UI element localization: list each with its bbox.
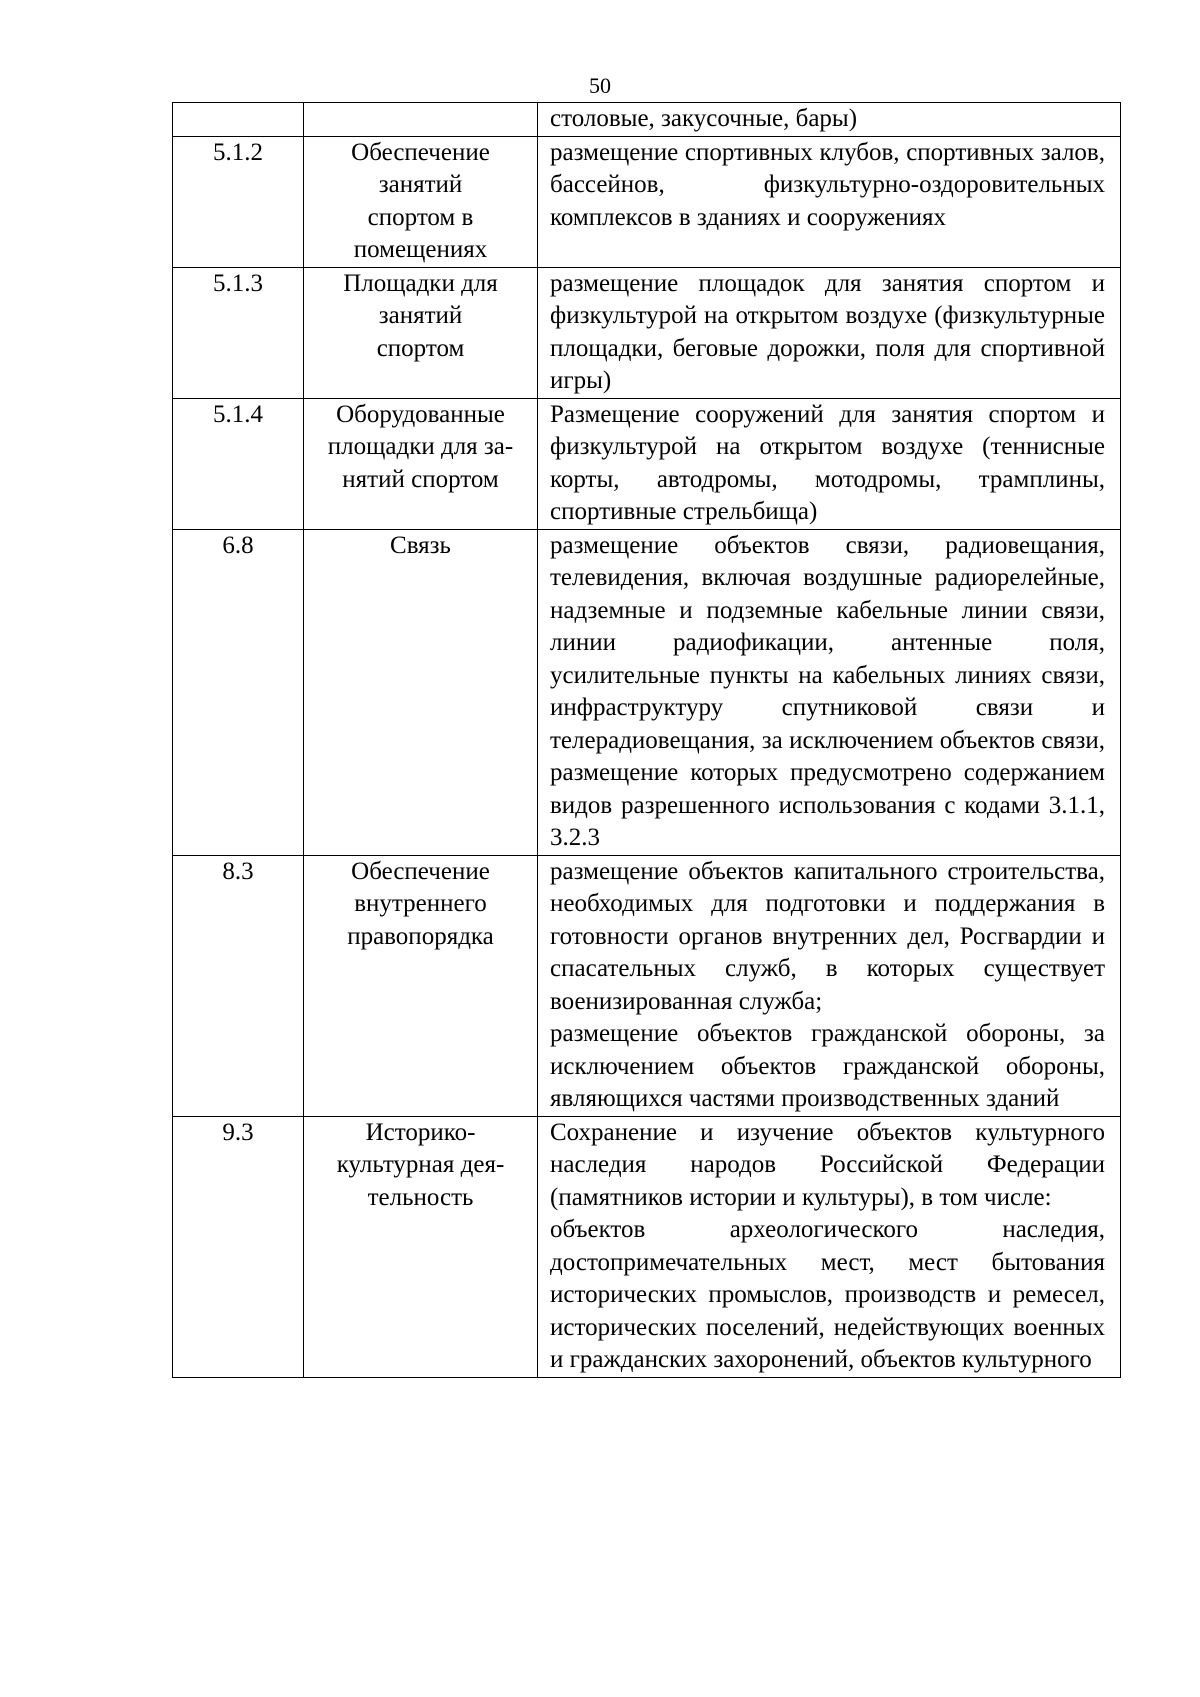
name-line: правопорядка <box>347 922 494 950</box>
name-line: внутреннего <box>354 890 487 917</box>
description-paragraph: Сохранение и изучение объектов культурного наследия народов Российской Федерации (памятников истории и культуры), в том числе: <box>550 1118 1105 1211</box>
description-cell <box>538 267 1121 398</box>
name-line: Оборудованные <box>336 400 505 428</box>
description-cell <box>538 1116 1121 1377</box>
description-paragraph: размещение площадок для занятия спортом и физкультурой на открытом воздухе (физкультурные площадки, беговые дорожки, поля для спортивной игры) <box>550 269 1105 394</box>
name-line: культурная дея- <box>336 1151 505 1178</box>
description-paragraph: столовые, закусочные, бары) <box>550 105 858 132</box>
name-line: площадки для за- <box>327 433 514 460</box>
name-cell <box>304 398 538 529</box>
description-cell <box>538 398 1121 529</box>
description-paragraph: размещение объектов капитального строительства, необходимых для подготовки и поддержания в готовности органов внутренних дел, Росгвардии и спасательных служб, в которых существует военизированная служба; <box>550 857 1105 1015</box>
name-line: Площадки для <box>343 269 498 297</box>
table-body <box>173 103 1121 1378</box>
page-number: 50 <box>589 73 611 98</box>
table-row <box>173 267 1121 398</box>
name-cell <box>304 103 538 137</box>
table-row <box>173 103 1121 137</box>
name-line: Связь <box>390 531 451 559</box>
name-line: занятий <box>378 171 463 198</box>
name-line: спортом <box>376 334 465 362</box>
description-paragraph: размещение спортивных клубов, спортивных залов, бассейнов, физкультурно-оздоровительных комплексов в зданиях и сооружениях <box>550 138 1105 231</box>
name-line: спортом в <box>367 203 474 231</box>
table-row <box>173 529 1121 855</box>
code-cell: 5.1.3 <box>173 267 304 398</box>
description-cell <box>538 103 1121 137</box>
name-cell <box>304 267 538 398</box>
name-line: нятий спортом <box>342 465 499 493</box>
description-cell <box>538 529 1121 855</box>
description-paragraph: размещение объектов связи, радиовещания, телевидения, включая воздушные радиорелейные, надземные и подземные кабельные линии связи, линии радиофикации, антенные поля, усилительные пункты на кабельных линиях связи, инфраструктуру спутниковой связи и телерадиовещания, за исключением объектов связи, размещение которых предусмотрено содержанием видов разрешенного использования с кодами 3.1.1, 3.2.3 <box>550 531 1105 851</box>
code-cell: 9.3 <box>173 1116 304 1377</box>
code-cell: 5.1.2 <box>173 136 304 267</box>
name-line: тельность <box>367 1183 474 1211</box>
code-cell: 6.8 <box>173 529 304 855</box>
name-line: Обеспечение <box>351 138 490 166</box>
description-cell <box>538 855 1121 1116</box>
name-line: помещениях <box>353 236 488 263</box>
table-row <box>173 1116 1121 1377</box>
name-line: Обеспечение <box>351 857 490 885</box>
name-cell <box>304 1116 538 1377</box>
description-paragraph: объектов археологического наследия, достопримечательных мест, мест бытования исторических промыслов, производств и ремесел, исторических поселений, недействующих военных и гражданских захоронений, объектов культурного <box>550 1216 1105 1373</box>
code-cell <box>173 103 304 137</box>
name-line: Историко- <box>365 1118 476 1146</box>
code-cell: 8.3 <box>173 855 304 1116</box>
code-cell: 5.1.4 <box>173 398 304 529</box>
land-use-table <box>172 102 1121 1378</box>
table-row <box>173 136 1121 267</box>
name-cell <box>304 855 538 1116</box>
name-cell <box>304 529 538 855</box>
description-paragraph: Размещение сооружений для занятия спортом и физкультурой на открытом воздухе (теннисные корты, автодромы, мотодромы, трамплины, спортивные стрельбища) <box>550 400 1105 525</box>
name-cell <box>304 136 538 267</box>
table-row <box>173 855 1121 1116</box>
description-paragraph: размещение объектов гражданской обороны, за исключением объектов гражданской обороны, являющихся частями производственных зданий <box>550 1020 1105 1112</box>
name-line: занятий <box>378 302 463 329</box>
table-row <box>173 398 1121 529</box>
description-cell <box>538 136 1121 267</box>
